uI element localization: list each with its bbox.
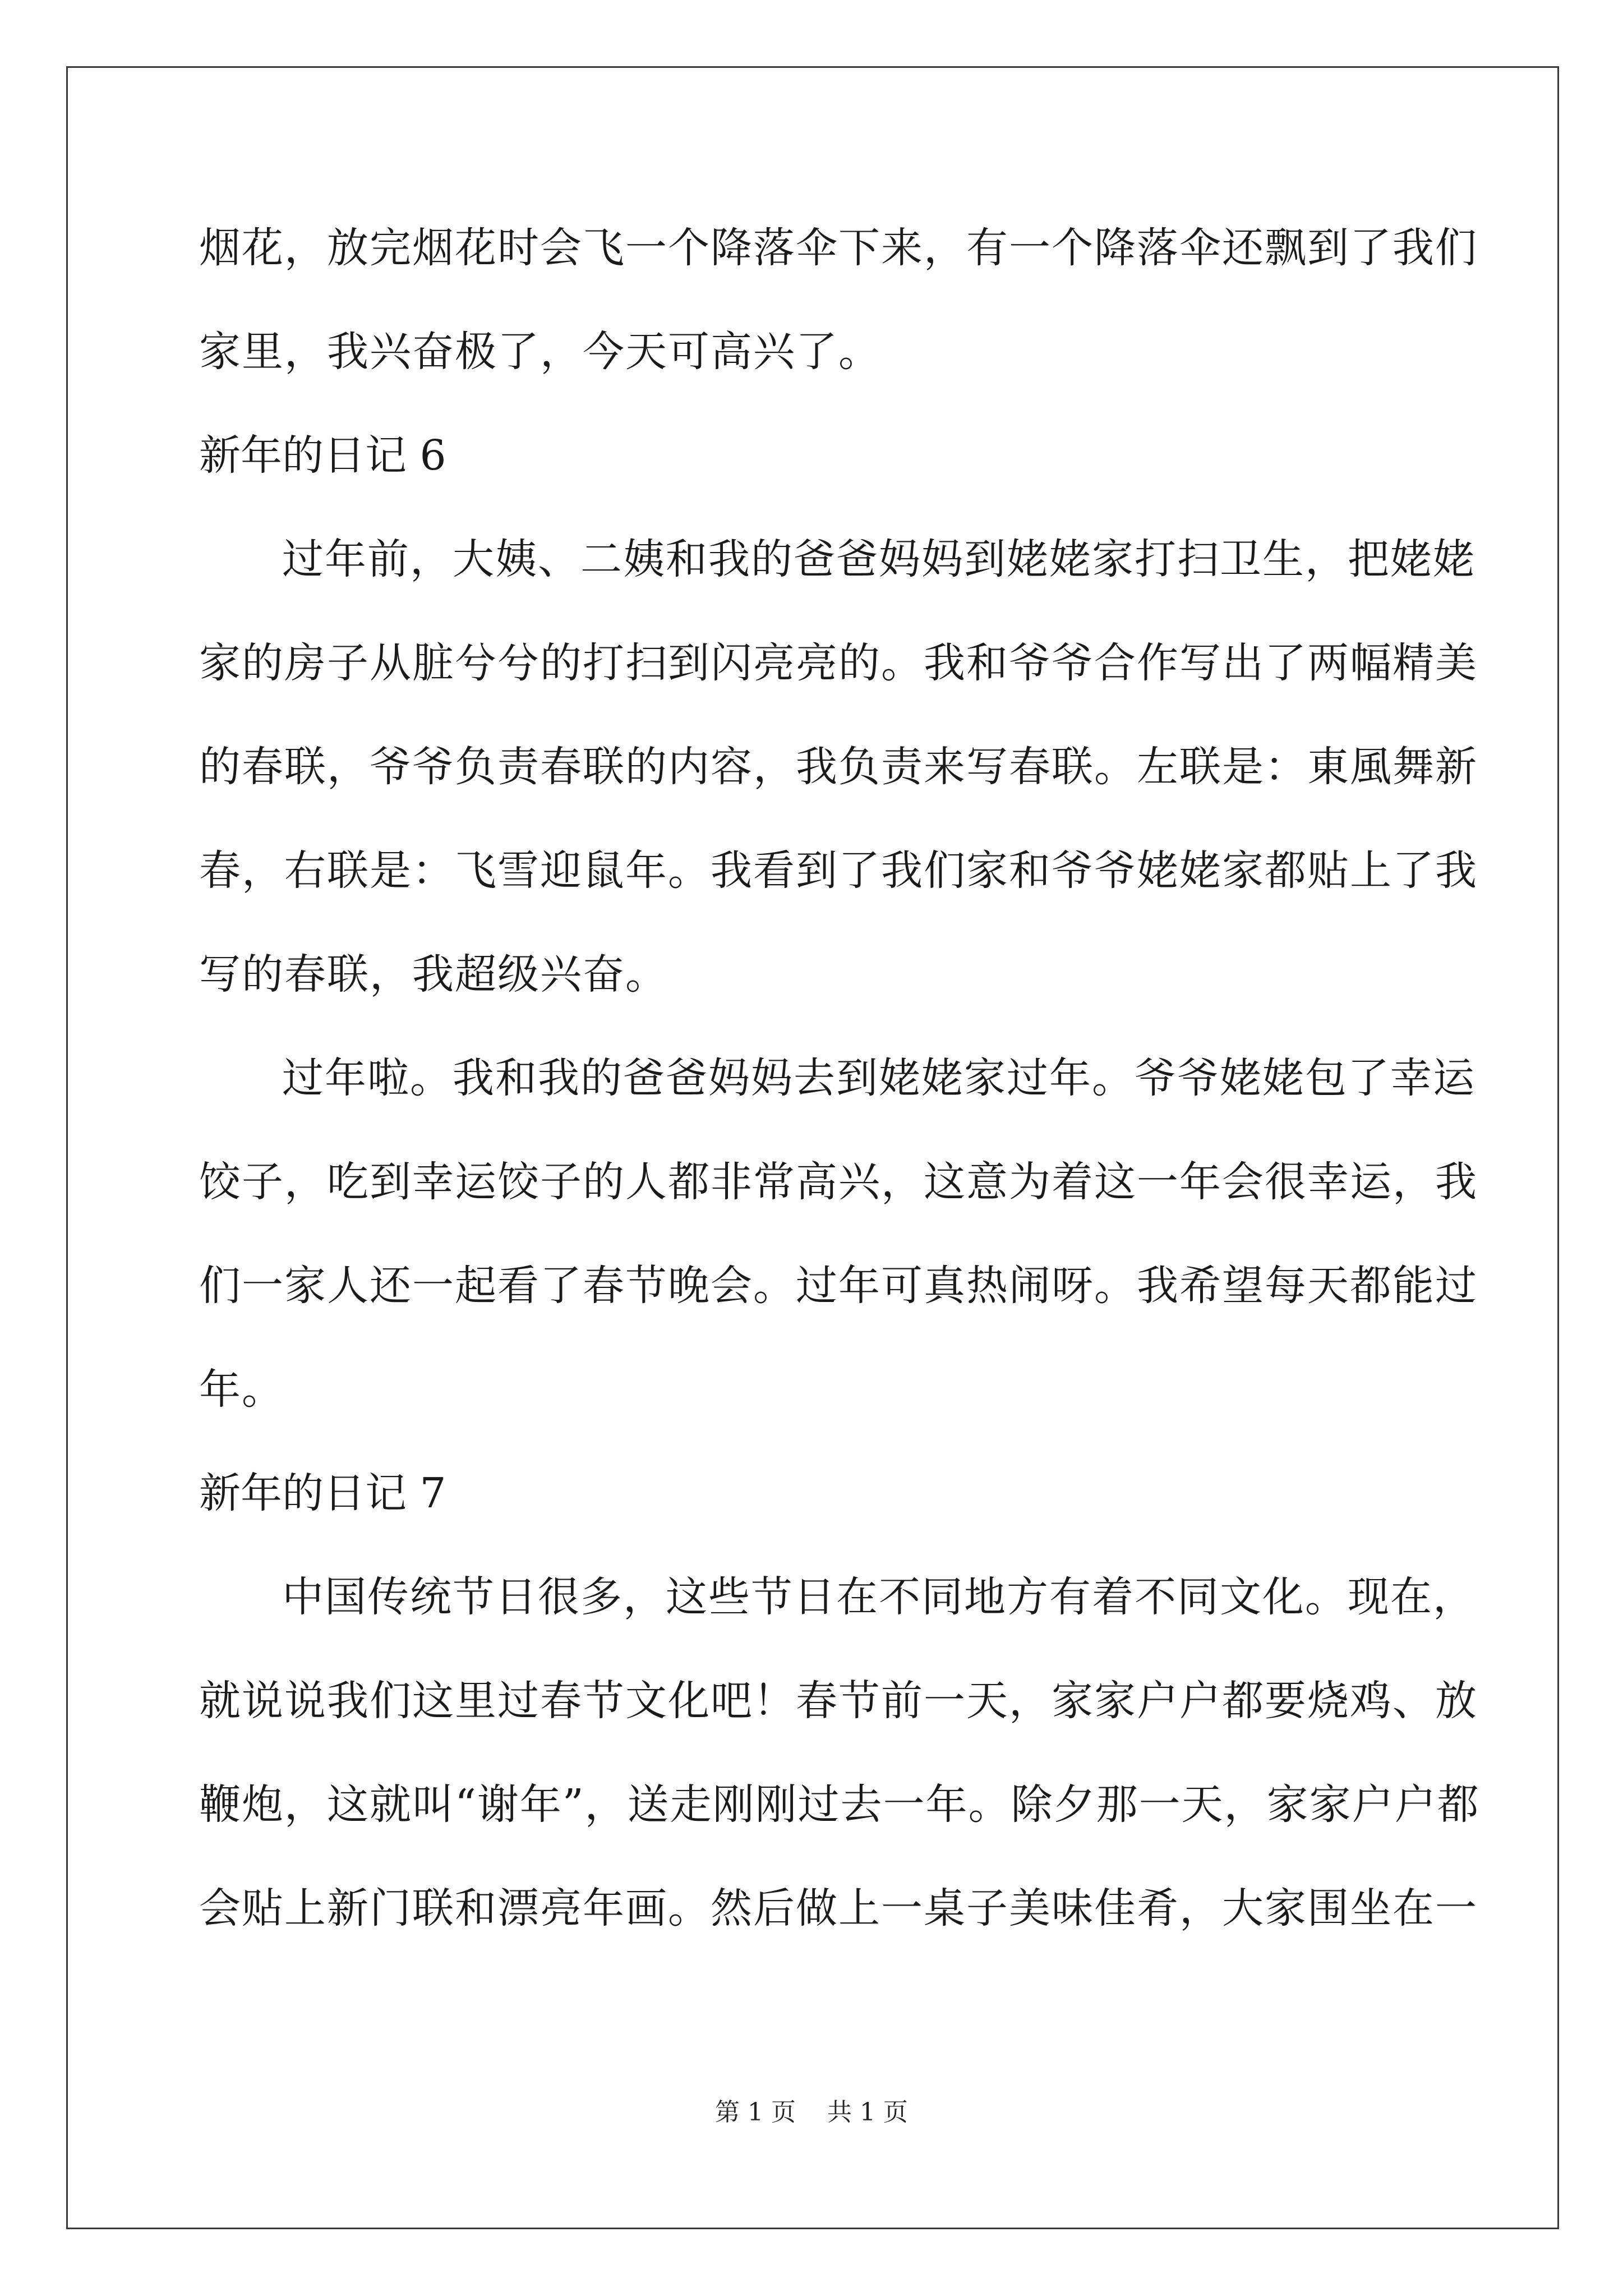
text-line: 就说说我们这里过春节文化吧！春节前一天，家家户户都要烧鸡、放 xyxy=(199,1677,1478,1725)
text-line: 鞭炮，这就叫“谢年”，送走刚刚过去一年。除夕那一天，家家户户都 xyxy=(199,1780,1480,1829)
text-line: 的春联，爷爷负责春联的内容，我负责来写春联。左联是：東風舞新 xyxy=(199,743,1478,791)
section-heading: 新年的日记 7 xyxy=(199,1469,446,1517)
text-line: 春，右联是：飞雪迎鼠年。我看到了我们家和爷爷姥姥家都贴上了我 xyxy=(199,846,1478,895)
text-line: 烟花，放完烟花时会飞一个降落伞下来，有一个降落伞还飘到了我们 xyxy=(199,224,1478,272)
document-body xyxy=(199,196,1480,1961)
text-line: 过年啦。我和我的爸爸妈妈去到姥姥家过年。爷爷姥姥包了幸运 xyxy=(282,1054,1476,1102)
text-line: 过年前，大姨、二姨和我的爸爸妈妈到姥姥家打扫卫生，把姥姥 xyxy=(282,535,1476,583)
text-line: 写的春联，我超级兴奋。 xyxy=(199,950,668,999)
text-line: 家里，我兴奋极了，今天可高兴了。 xyxy=(199,328,881,376)
text-line: 家的房子从脏兮兮的打扫到闪亮亮的。我和爷爷合作写出了两幅精美 xyxy=(199,639,1478,687)
text-line: 年。 xyxy=(199,1365,284,1414)
page-footer: 第 1 页 共 1 页 xyxy=(715,2098,908,2127)
text-line: 饺子，吃到幸运饺子的人都非常高兴，这意为着这一年会很幸运，我 xyxy=(199,1158,1478,1206)
section-heading: 新年的日记 6 xyxy=(199,431,446,480)
text-line: 会贴上新门联和漂亮年画。然后做上一桌子美味佳肴，大家围坐在一 xyxy=(199,1884,1478,1932)
text-line: 中国传统节日很多，这些节日在不同地方有着不同文化。现在， xyxy=(282,1573,1476,1621)
text-line: 们一家人还一起看了春节晚会。过年可真热闹呀。我希望每天都能过 xyxy=(199,1262,1478,1310)
